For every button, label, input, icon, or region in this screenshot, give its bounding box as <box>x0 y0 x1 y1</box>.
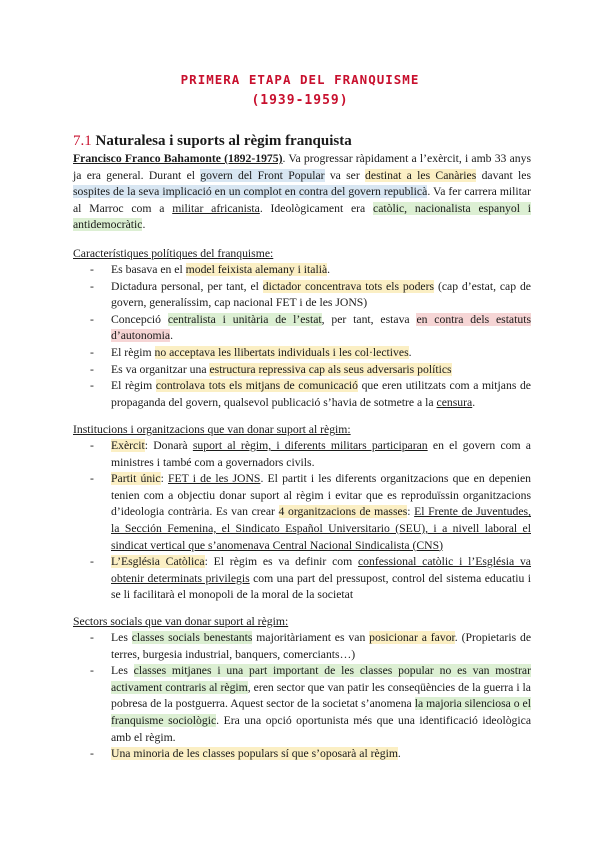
list-item: - Partit únic: FET i de les JONS. El partit i les diferents organitzacions que en depenien tenien com a objectiu donar suport al règim i evitar que es reproduïssin organitzacions d’ideologia contrària. Es van crear 4 organitzacions de masses: El Frente de Juventudes, la Sección Femenina, el Sindicato Español Universitario (SEU), i a nivell laboral el sindicat vertical que s’anomenava Central Nacional Sindicalista (CNS) <box>73 471 531 554</box>
highlight: classes socials benestants <box>131 631 253 644</box>
highlight: en contra dels estatuts d’autonomia <box>111 312 532 343</box>
institutions-list-block <box>73 438 531 604</box>
highlight: Una minoria de les classes populars sí que s’oposarà al règim <box>111 747 398 761</box>
highlight: posicionar a favor <box>369 631 455 644</box>
section-number: 7.1 <box>73 133 92 149</box>
characteristics-list <box>73 262 531 411</box>
list-item: - L’Església Catòlica: El règim es va definir com confessional catòlic i l’Església va obtenir determinats privilegis com una part del pressupost, control del sistema educatiu i se li facilitarà el monopoli de la moral de la societat <box>73 554 531 604</box>
highlight: model feixista alemany i italià <box>185 263 328 276</box>
document-subtitle-years: (1939-1959) <box>251 93 349 108</box>
section-heading <box>73 133 352 150</box>
highlight: controlava tots els mitjans de comunicació <box>155 379 358 393</box>
underlined-text: confessional catòlic i l’Església va obtenir determinats privilegis <box>111 555 531 585</box>
list-item: - Concepció centralista i unitària de l’estat, per tant, estava en contra dels estatuts d’autonomia. <box>73 312 531 345</box>
list-item: - Les classes socials benestants majoritàriament es van posicionar a favor. (Propietaris de terres, burgesia industrial, banquers, comerciants…) <box>73 630 531 663</box>
underlined-text: FET i de les JONS <box>168 472 261 486</box>
highlight: la majoria silenciosa o el franquisme sociològic <box>111 697 531 727</box>
characteristics-heading: Característiques polítiques del franquisme: <box>73 247 274 260</box>
list-item: - El règim controlava tots els mitjans de comunicació que eren utilitzats com a mitjans de propaganda del govern, qualsevol publicació s’havia de sotmetre a la censura. <box>73 378 531 411</box>
highlight: govern del Front Popular <box>200 168 325 182</box>
franco-name: Francisco Franco Bahamonte (1892-1975) <box>73 152 283 165</box>
list-item: - Les classes mitjanes i una part important de les classes popular no es van mostrar activament contraris al règim, eren sector que van patir les conseqüències de la guerra i la pobresa de la postguerra. Aquest sector de la societat s’anomena la majoria silenciosa o el franquisme sociològic. Era una opció oportunista més que una identificació ideològica amb el règim. <box>73 663 531 746</box>
list-item: - Es basava en el model feixista alemany i italià. <box>73 262 531 279</box>
highlight: sospites de la seva implicació en un complot en contra del govern republicà <box>73 185 428 199</box>
underlined-text: censura <box>436 395 473 409</box>
social-sectors-list-block <box>73 630 531 763</box>
list-item: - Una minoria de les classes populars sí que s’oposarà al règim. <box>73 746 531 763</box>
highlight: no acceptava les llibertats individuals i les col·lectives <box>154 345 409 359</box>
highlight: L’Església Catòlica <box>111 555 205 569</box>
underlined-text: militar africanista <box>172 201 260 215</box>
document-title: PRIMERA ETAPA DEL FRANQUISME <box>180 72 420 87</box>
highlight: catòlic, nacionalista espanyol i antidemocràtic <box>73 201 532 232</box>
institutions-heading: Institucions i organitzacions que van donar suport al règim: <box>73 423 351 436</box>
social-sectors-list <box>73 630 531 763</box>
section-heading-text: Naturalesa i suports al règim franquista <box>91 133 352 149</box>
list-item: - Es va organitzar una estructura repressiva cap als seus adversaris polítics <box>73 362 531 379</box>
highlight: Partit únic <box>111 472 161 486</box>
list-item: - El règim no acceptava les llibertats individuals i les col·lectives. <box>73 345 531 362</box>
social-sectors-heading: Sectors socials que van donar suport al règim: <box>73 615 289 628</box>
underlined-text: El Frente de Juventudes, la Sección Femenina, el Sindicato Español Universitario (SEU), i a nivell laboral el sindicat vertical que s’anomenava Central Nacional Sindicalista (CNS) <box>111 505 531 552</box>
highlight: centralista i unitària de l’estat <box>167 312 322 326</box>
list-item: - Dictadura personal, per tant, el dictador concentrava tots els poders (cap d’estat, cap de govern, generalíssim, cap nacional FET i de les JONS) <box>73 279 531 312</box>
highlight: destinat a les Canàries <box>365 168 477 182</box>
highlight: classes mitjanes i una part important de les classes popular no es van mostrar activament contraris al règim <box>111 664 531 694</box>
underlined-text: suport al règim, i diferents militars participaran <box>192 439 428 452</box>
highlight: estructura repressiva cap als seus adversaris polítics <box>209 362 452 376</box>
characteristics-list-block <box>73 262 531 411</box>
institutions-list <box>73 438 531 604</box>
intro-paragraph: Francisco Franco Bahamonte (1892-1975). Va progressar ràpidament a l’exèrcit, i amb 33 anys ja era general. Durant el govern del Front Popular va ser destinat a les Canàries davant les sospites de la seva implicació en un complot en contra del govern republicà. Va fer carrera militar al Marroc com a militar africanista. Ideològicament era catòlic, nacionalista espanyol i antidemocràtic. <box>73 152 532 232</box>
highlight: dictador concentrava tots els poders <box>262 279 435 293</box>
highlight: Exèrcit <box>111 439 145 452</box>
highlight: 4 organitzacions de masses <box>278 505 408 519</box>
list-item: - Exèrcit: Donarà suport al règim, i diferents militars participaran en el govern com a ministres i també com a governadors civils. <box>73 438 531 471</box>
